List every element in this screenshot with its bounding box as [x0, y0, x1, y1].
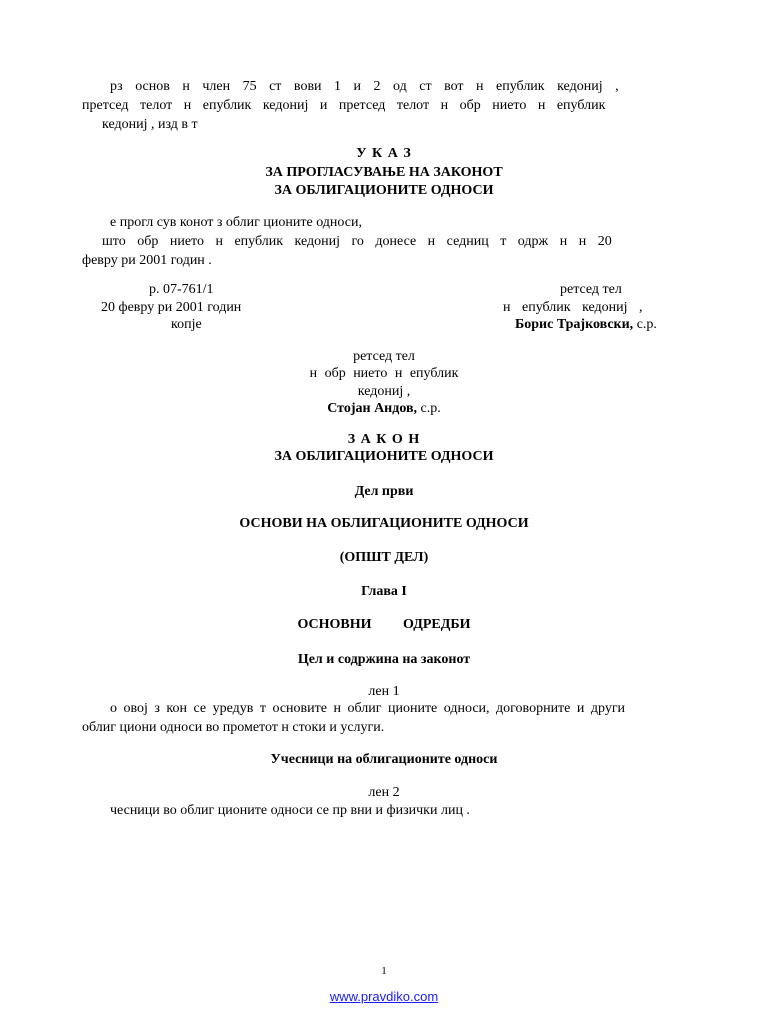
decree-number: р. 07-761/1 [149, 282, 214, 297]
article-2-label: лен 2 [368, 785, 400, 800]
assembly-president-name: Стојан Андов, [327, 401, 418, 416]
intro-paragraph [82, 77, 698, 134]
section-2-heading: Учесници на облигационите односи [270, 752, 498, 767]
proclamation-line-2: што обр нието н епублик кедониј го донесе н седниц т одрж н н 20 [102, 234, 612, 249]
ukaz-title: У К А З [356, 146, 412, 161]
ukaz-subtitle-2: ЗА ОБЛИГАЦИОНИТЕ ОДНОСИ [274, 183, 494, 198]
assembly-president-sp: с.р. [417, 401, 441, 416]
chapter-heading: Глава I [361, 584, 407, 599]
law-title: З А К О Н [347, 432, 421, 447]
part-title: ОСНОВИ НА ОБЛИГАЦИОНИТЕ ОДНОСИ [239, 516, 529, 531]
article-2-line-1: чесници во облиг ционите односи се пр вни и физички лиц . [110, 803, 470, 818]
article-1-text [82, 699, 698, 737]
decree-date: 20 февру ри 2001 годин [101, 300, 242, 315]
assembly-president-of-1: н обр нието н епублик [309, 366, 459, 381]
intro-line-1: рз основ н член 75 ст вови 1 и 2 од ст вот н епублик кедониј , [110, 79, 619, 94]
president-title: ретсед тел [560, 282, 622, 297]
article-1-label: лен 1 [368, 684, 400, 699]
president-name: Борис Трајковски, [515, 317, 634, 332]
intro-line-2: претсед телот н епублик кедониј и претсед телот н обр нието н епублик [82, 98, 606, 113]
law-subtitle: ЗА ОБЛИГАЦИОНИТЕ ОДНОСИ [274, 449, 494, 464]
president-signature [515, 315, 657, 334]
part-heading: Дел први [354, 484, 414, 499]
section-1-heading: Цел и содржина на законот [297, 652, 471, 667]
proclamation-paragraph [82, 213, 698, 270]
assembly-president-signature [0, 399, 768, 418]
proclamation-line-3: февру ри 2001 годин . [82, 253, 212, 268]
proclamation-line-1: е прогл сув конот з облиг ционите односи, [110, 215, 362, 230]
decree-place: копје [171, 317, 202, 332]
intro-line-3: кедониј , изд в т [102, 117, 198, 132]
article-1-line-1: о овој з кон се уредув т основите н облиг ционите односи, договорните и други [110, 701, 626, 716]
chapter-title: ОСНОВНИ ОДРЕДБИ [297, 617, 471, 632]
assembly-president-title: ретсед тел [353, 349, 415, 364]
website-link[interactable]: www.pravdiko.com [329, 989, 439, 1004]
article-2-text [82, 801, 698, 820]
president-sp: с.р. [633, 317, 657, 332]
article-1-line-2: облиг циони односи во прометот н стоки и услуги. [82, 720, 385, 735]
general-part-label: (ОПШТ ДЕЛ) [339, 550, 429, 565]
president-of: н епублик кедониј , [503, 300, 643, 315]
page-number: 1 [381, 965, 387, 977]
ukaz-subtitle-1: ЗА ПРОГЛАСУВАЊЕ НА ЗАКОНОТ [265, 165, 503, 180]
assembly-president-of-2: кедониј , [357, 384, 411, 399]
